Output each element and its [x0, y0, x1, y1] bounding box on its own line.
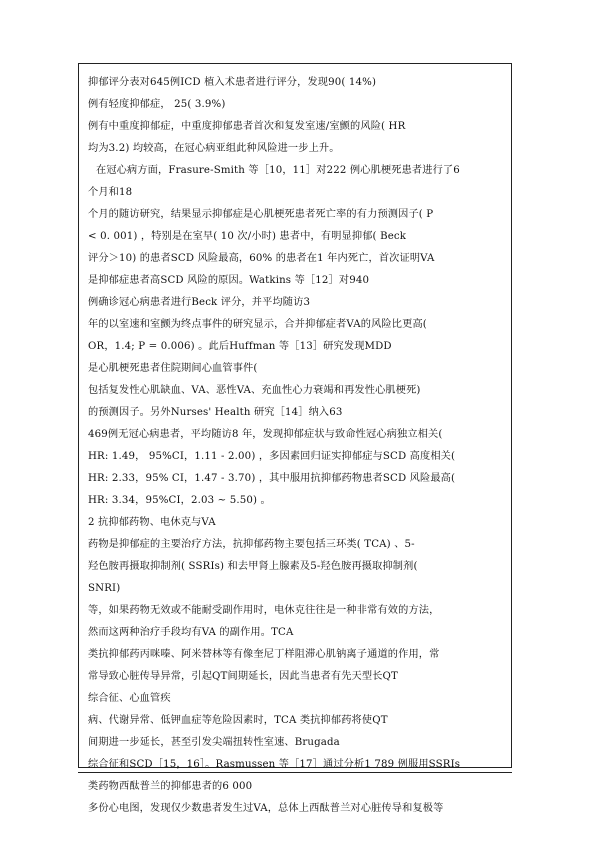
text-line: 常导致心脏传导异常，引起QT间期延长，因此当患者有先天型长QT	[88, 671, 399, 682]
text-line: 评分＞10) 的患者SCD 风险最高，60% 的患者在1 年内死亡，首次证明VA	[88, 253, 435, 264]
text-line: 是抑郁症患者高SCD 风险的原因。Watkins 等［12］对940	[88, 275, 370, 286]
text-line: HR: 3.34，95%CI，2.03 ~ 5.50) 。	[88, 495, 271, 506]
text-line: 等，如果药物无效或不能耐受副作用时，电休克往往是一种非常有效的方法，	[88, 605, 440, 616]
text-line: 综合征和SCD［15，16］。Rasmussen 等［17］通过分析1 789 例服用SSRIs	[88, 759, 461, 770]
text-line: 抑郁评分表对645例ICD 植入术患者进行评分，发现90( 14%)	[88, 77, 377, 88]
section-heading: 2 抗抑郁药物、电休克与VA	[88, 517, 216, 528]
text-line: 个月的随访研究，结果显示抑郁症是心肌梗死患者死亡率的有力预测因子( P	[88, 209, 434, 220]
text-line: 的预测因子。另外Nurses' Health 研究［14］纳入63	[88, 407, 343, 418]
text-line: 是心肌梗死患者住院期间心血管事件(	[88, 363, 258, 374]
text-line: OR，1.4; P = 0.006) 。此后Huffman 等［13］研究发现MDD	[88, 341, 392, 352]
text-line: 例有轻度抑郁症， 25( 3.9%)	[88, 99, 226, 110]
text-line: 均为3.2) 均较高，在冠心病亚组此种风险进一步上升。	[88, 143, 340, 154]
text-line: 综合征、心血管疾	[88, 693, 171, 704]
text-line: 469例无冠心病患者，平均随访8 年，发现抑郁症状与致命性冠心病独立相关(	[88, 429, 443, 440]
document-body	[88, 72, 510, 820]
text-line: 年的以室速和室颤为终点事件的研究显示，合并抑郁症者VA的风险比更高(	[88, 319, 427, 330]
text-line: 包括复发性心肌缺血、VA、恶性VA、充血性心力衰竭和再发性心肌梗死)	[88, 385, 421, 396]
text-line: HR: 2.33，95% CI，1.47 - 3.70) ，其中服用抗抑郁药物患者SCD 风险最高(	[88, 473, 456, 484]
text-line: 类药物西酞普兰的抑郁患者的6 000	[88, 781, 253, 792]
text-line: SNRI)	[88, 583, 121, 594]
text-line: < 0. 001) ，特别是在室早( 10 次/小时) 患者中，有明显抑郁( Beck	[88, 231, 407, 242]
text-line: 例有中重度抑郁症，中重度抑郁患者首次和复发室速/室颤的风险( HR	[88, 121, 406, 132]
text-line: 多份心电图，发现仅少数患者发生过VA，总体上西酞普兰对心脏传导和复极等	[88, 803, 444, 814]
text-line: 病、代谢异常、低钾血症等危险因素时，TCA 类抗抑郁药将使QT	[88, 715, 388, 726]
text-line: 药物是抑郁症的主要治疗方法，抗抑郁药物主要包括三环类( TCA) 、5-	[88, 539, 415, 550]
text-line: HR: 1.49， 95%CI，1.11 - 2.00) ，多因素回归证实抑郁症与SCD 高度相关(	[88, 451, 456, 462]
text-line: 羟色胺再摄取抑制剂( SSRIs) 和去甲肾上腺素及5-羟色胺再摄取抑制剂(	[88, 561, 418, 572]
text-line: 个月和18	[88, 187, 133, 198]
text-line: 然而这两种治疗手段均有VA 的副作用。TCA	[88, 627, 294, 638]
text-line: 间期进一步延长，甚至引发尖端扭转性室速、Brugada	[88, 737, 340, 748]
text-line: 在冠心病方面，Frasure-Smith 等［10，11］对222 例心肌梗死患者进行了6	[96, 165, 460, 176]
text-line: 类抗抑郁药丙咪嗪、阿米替林等有像奎尼丁样阻滞心肌钠离子通道的作用，常	[88, 649, 440, 660]
text-line: 例确诊冠心病患者进行Beck 评分，并平均随访3	[88, 297, 311, 308]
